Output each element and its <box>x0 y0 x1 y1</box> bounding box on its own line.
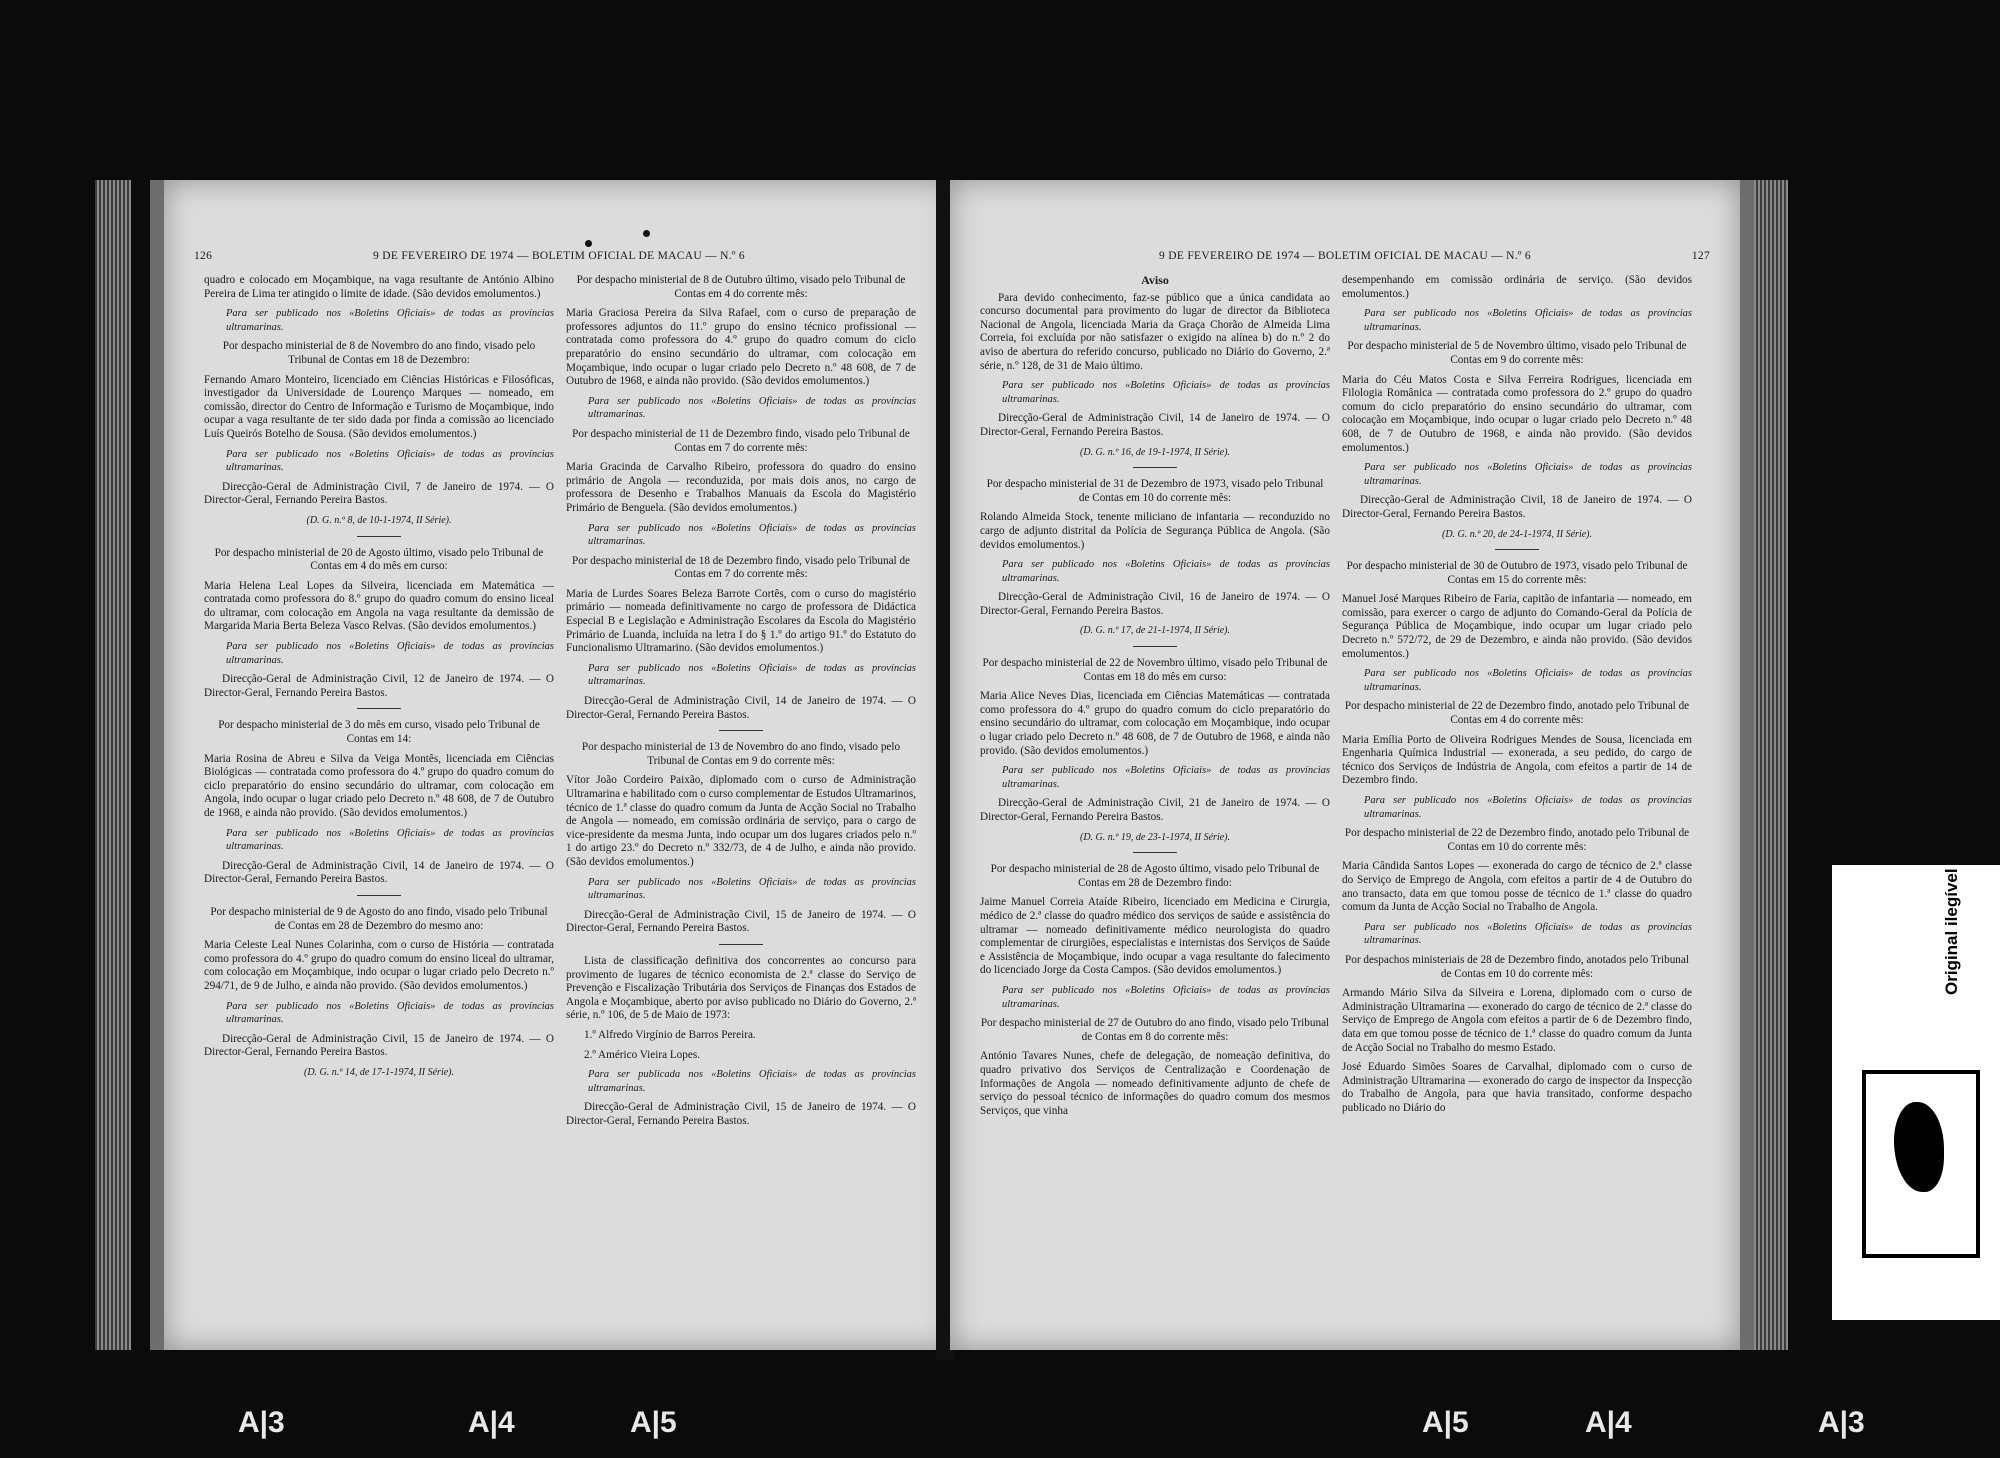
paragraph: Direcção-Geral de Administração Civil, 7 de Janeiro de 1974. — O Director-Geral, Fernando Pereira Bastos. <box>204 480 554 507</box>
paragraph: Maria de Lurdes Soares Beleza Barrote Cortês, com o curso do magistério primário — nomeada definitivamente no cargo de professora de Didáctica Especial B e Legislação e Administração Escolares da Escola do Magistério Primário de Luanda, incluída na letra I do § 1.º do artigo 91.º do Estatuto do Funcionalismo Ultramarino. (São devidos emolumentos.) <box>566 587 916 655</box>
gazette-reference: (D. G. n.º 17, de 21-1-1974, II Série). <box>1079 625 1230 637</box>
gazette-reference: (D. G. n.º 14, de 17-1-1974, II Série). <box>303 1066 454 1078</box>
paragraph: Para devido conhecimento, faz-se público que a única candidata ao concurso documental para provimento do lugar de director da Biblioteca Nacional de Angola, licenciada Maria da Graça Chorão de Almeida Lima Correia, foi excluída por não satisfazer o exigido na alínea b) do n.º 2 do aviso de abertura do referido concurso, publicado no Diário do Governo, 2.ª série, n.º 128, de 31 de Maio último. <box>980 291 1330 372</box>
paragraph: Direcção-Geral de Administração Civil, 14 de Janeiro de 1974. — O Director-Geral, Fernando Pereira Bastos. <box>566 695 916 721</box>
publication-note: Para ser publicado nos «Boletins Oficiais» de todas as províncias ultramarinas. <box>1002 559 1330 584</box>
paragraph: Direcção-Geral de Administração Civil, 15 de Janeiro de 1974. — O Director-Geral, Fernando Pereira Bastos. <box>204 1032 554 1059</box>
section-divider <box>357 536 401 537</box>
paragraph: Maria do Céu Matos Costa e Silva Ferreira Rodrigues, licenciada em Filologia Românica — contratada como professora do 2.º grupo do quadro comum do ciclo preparatório do ensino secundário do ultramar, com colocação em Moçambique, indo ocupar o lugar criado pelo Decreto n.º 48 608, de 7 de Outubro de 1968, e ainda não provido. (São devidos emolumentos.) <box>1342 373 1692 454</box>
dispatch-heading: Por despacho ministerial de 22 de Dezembro findo, anotado pelo Tribunal de Contas em 4 do corrente mês: <box>1344 700 1690 727</box>
dispatch-heading: Por despacho ministerial de 31 de Dezembro de 1973, visado pelo Tribunal de Contas em 10 do corrente mês: <box>986 478 1324 504</box>
dispatch-heading: Por despacho ministerial de 28 de Agosto último, visado pelo Tribunal de Contas em 28 de Dezembro findo: <box>990 863 1320 889</box>
paragraph: Lista de classificação definitiva dos concorrentes ao concurso para provimento de lugares de técnico economista de 2.ª classe do Serviço de Prevenção e Fiscalização Tributária dos Serviços de Finanças dos Estados de Angola e Moçambique, aberto por aviso publicado no Diário do Governo, 2.ª série, n.º 106, de 5 de Maio de 1973: <box>566 954 916 1022</box>
publication-note: Para ser publicado nos «Boletins Oficiais» de todas as províncias ultramarinas. <box>1364 308 1692 333</box>
section-divider <box>1495 549 1539 550</box>
dispatch-heading: Por despacho ministerial de 27 de Outubro do ano findo, visado pelo Tribunal de Contas em 8 do corrente mês: <box>980 1017 1330 1043</box>
frame-label: A|5 <box>630 1406 677 1439</box>
gazette-reference: (D. G. n.º 8, de 10-1-1974, II Série). <box>306 514 452 526</box>
publication-note: Para ser publicado nos «Boletins Oficiais» de todas as províncias ultramarinas. <box>226 308 554 333</box>
right-page <box>950 180 1754 1350</box>
paragraph: Maria Helena Leal Lopes da Silveira, licenciada em Matemática — contratada como professora do 8.º grupo do quadro comum do ensino liceal do ultramar, com colocação em Angola na vaga resultante da demissão de Margarida Maria Berta Beleza Vasco Relvas. (São devidos emolumentos.) <box>204 579 554 633</box>
publication-note: Para ser publicado nos «Boletins Oficiais» de todas as províncias ultramarinas. <box>1002 984 1330 1010</box>
publication-note: Para ser publicado nos «Boletins Oficiais» de todas as províncias ultramarinas. <box>588 395 916 421</box>
section-heading: Aviso <box>1141 273 1169 287</box>
dispatch-heading: Por despacho ministerial de 30 de Outubro de 1973, visado pelo Tribunal de Contas em 15 do corrente mês: <box>1346 560 1688 586</box>
dispatch-heading: Por despacho ministerial de 22 de Novembro último, visado pelo Tribunal de Contas em 18 do mês em curso: <box>982 657 1328 683</box>
gazette-reference: (D. G. n.º 20, de 24-1-1974, II Série). <box>1441 528 1592 540</box>
publication-note: Para ser publicado nos «Boletins Oficiais» de todas as províncias ultramarinas. <box>226 448 554 474</box>
paragraph: Maria Rosina de Abreu e Silva da Veiga Montês, licenciada em Ciências Biológicas — contratada como professora do 4.º grupo do quadro comum do ciclo preparatório do ensino secundário do ultramar, com colocação em Angola, indo ocupar o lugar criado pelo Decreto n.º 48 608, de 7 de Outubro de 1968, e ainda não provido. (São devidos emolumentos.) <box>204 752 554 819</box>
left-column-1 <box>204 274 554 1086</box>
dispatch-heading: Por despacho ministerial de 8 de Outubro último, visado pelo Tribunal de Contas em 4 do corrente mês: <box>576 274 906 300</box>
publication-note: Para ser publicada nos «Boletins Oficiais» de todas as províncias ultramarinas. <box>588 1069 916 1094</box>
section-divider <box>1133 852 1177 853</box>
publication-note: Para ser publicado nos «Boletins Oficiais» de todas as províncias ultramarinas. <box>226 827 554 853</box>
page-number: 127 <box>1691 250 1710 262</box>
paragraph: Direcção-Geral de Administração Civil, 16 de Janeiro de 1974. — O Director-Geral, Fernando Pereira Bastos. <box>980 591 1330 617</box>
publication-note: Para ser publicado nos «Boletins Oficiais» de todas as províncias ultramarinas. <box>588 662 916 688</box>
dispatch-heading: Por despacho ministerial de 5 de Novembro último, visado pelo Tribunal de Contas em 9 do corrente mês: <box>1347 340 1687 366</box>
publication-note: Para ser publicado nos «Boletins Oficiais» de todas as províncias ultramarinas. <box>1364 668 1692 693</box>
paragraph: Manuel José Marques Ribeiro de Faria, capitão de infantaria — nomeado, em comissão, para exercer o cargo de adjunto do Comando-Geral da Polícia de Segurança Pública de Moçambique, indo ocupar um lugar criado pelo Decreto n.º 572/72, de 29 de Dezembro, e ainda não provido. (São devidos emolumentos.) <box>1342 593 1692 660</box>
paragraph: Direcção-Geral de Administração Civil, 15 de Janeiro de 1974. — O Director-Geral, Fernando Pereira Bastos. <box>566 1101 916 1127</box>
right-column-1 <box>980 274 1330 1124</box>
ink-dot <box>585 240 592 247</box>
right-column-2 <box>1342 274 1692 1121</box>
gazette-reference: (D. G. n.º 16, de 19-1-1974, II Série). <box>1079 446 1230 458</box>
frame-label: A|3 <box>1818 1406 1865 1439</box>
illegible-stamp <box>1832 865 2000 1320</box>
dispatch-heading: Por despacho ministerial de 18 de Dezembro findo, visado pelo Tribunal de Contas em 7 do corrente mês: <box>571 554 911 581</box>
paragraph: Direcção-Geral de Administração Civil, 15 de Janeiro de 1974. — O Director-Geral, Fernando Pereira Bastos. <box>566 908 916 935</box>
publication-note: Para ser publicado nos «Boletins Oficiais» de todas as províncias ultramarinas. <box>588 522 916 548</box>
paragraph: António Tavares Nunes, chefe de delegação, de nomeação definitiva, do quadro privativo dos Serviços de Centralização e Coordenação de Informações de Angola — nomeado definitivamente adjunto de chefe de serviço do pessoal técnico de informações do quadro comum dos mesmos Serviços, que vinha <box>980 1050 1330 1117</box>
section-divider <box>1133 646 1177 647</box>
illegible-symbol-box <box>1862 1070 1980 1258</box>
frame-label: A|4 <box>1585 1406 1632 1439</box>
dispatch-heading: Por despacho ministerial de 3 do mês em curso, visado pelo Tribunal de Contas em 14: <box>218 719 540 746</box>
paragraph: Vítor João Cordeiro Paixão, diplomado com o curso de Administração Ultramarina e habilitado com o curso complementar de Estudos Ultramarinos, técnico de 1.ª classe do quadro comum da Junta de Acção Social no Trabalho de Angola — nomeado, em comissão ordinária de serviço, para o cargo de vice-presidente da mesma Junta, indo ocupar um dos lugares criados pelo n.º 1 do artigo 23.º do Decreto n.º 332/73, de 4 de Julho, e ainda não provido. (São devidos emolumentos.) <box>566 774 916 868</box>
dispatch-heading: Por despacho ministerial de 9 de Agosto do ano findo, visado pelo Tribunal de Contas em 28 de Dezembro do mesmo ano: <box>210 905 548 932</box>
paragraph: desempenhando em comissão ordinária de serviço. (São devidos emolumentos.) <box>1342 274 1692 300</box>
paragraph: Rolando Almeida Stock, tenente miliciano de infantaria — reconduzido no cargo de adjunto distrital da Polícia de Segurança Pública de Angola. (São devidos emolumentos.) <box>980 511 1330 551</box>
publication-note: Para ser publicado nos «Boletins Oficiais» de todas as províncias ultramarinas. <box>226 1000 554 1026</box>
ink-dot <box>643 230 650 237</box>
publication-note: Para ser publicado nos «Boletins Oficiais» de todas as províncias ultramarinas. <box>1364 921 1692 947</box>
paragraph: Maria Graciosa Pereira da Silva Rafael, com o curso de preparação de professores adjuntos do 11.º grupo do ensino técnico profissional — contratada como professora do 4.º grupo do quadro comum do ciclo preparatório do ensino secundário do ultramar, com colocação em Moçambique, indo ocupar o lugar criado pelo Decreto n.º 48 608, de 7 de Outubro de 1968, e ainda não provido. (São devidos emolumentos.) <box>566 307 916 388</box>
dispatch-heading: Por despachos ministeriais de 28 de Dezembro findo, anotados pelo Tribunal de Contas em 10 do corrente mês: <box>1345 953 1689 980</box>
left-column-2 <box>566 274 916 1134</box>
page-number: 126 <box>194 250 213 262</box>
paragraph: 1.º Alfredo Virgínio de Barros Pereira. <box>584 1028 756 1041</box>
paragraph: Direcção-Geral de Administração Civil, 21 de Janeiro de 1974. — O Director-Geral, Fernando Pereira Bastos. <box>980 797 1330 823</box>
publication-note: Para ser publicado nos «Boletins Oficiais» de todas as províncias ultramarinas. <box>1002 380 1330 405</box>
dispatch-heading: Por despacho ministerial de 11 de Dezembro findo, visado pelo Tribunal de Contas em 7 do corrente mês: <box>572 427 910 454</box>
illegible-label: Original ilegível <box>1942 868 1961 995</box>
paragraph: José Eduardo Simões Soares de Carvalhal, diplomado com o curso de Administração Ultramarina — exonerado do cargo de inspector da Inspecção do Trabalho de Angola, para que havia transitado, conforme despacho publicado no Diário do <box>1342 1061 1692 1114</box>
section-divider <box>719 730 763 731</box>
dispatch-heading: Por despacho ministerial de 22 de Dezembro findo, anotado pelo Tribunal de Contas em 10 do corrente mês: <box>1344 827 1690 853</box>
dispatch-heading: Por despacho ministerial de 20 de Agosto último, visado pelo Tribunal de Contas em 4 do mês em curso: <box>214 546 544 573</box>
paragraph: Armando Mário Silva da Silveira e Lorena, diplomado com o curso de Administração Ultramarina — exonerado do cargo de técnico de 2.ª classe do Serviço de Emprego de Angola com efeitos a partir de 6 de Dezembro findo, data em que tomou posse de técnico de 1.ª classe do quadro comum da Junta de Acção Social no Trabalho do mesmo Estado. <box>1342 987 1692 1054</box>
paragraph: 2.º Américo Vieira Lopes. <box>584 1048 700 1061</box>
section-divider <box>719 944 763 945</box>
paragraph: Maria Emília Porto de Oliveira Rodrigues Mendes de Sousa, licenciada em Engenharia Química Industrial — exonerada, a seu pedido, do cargo de técnico dos Serviços de Indústria de Angola, com efeitos a partir de 14 de Dezembro findo. <box>1342 733 1692 787</box>
section-divider <box>357 708 401 709</box>
left-page <box>150 180 954 1350</box>
dispatch-heading: Por despacho ministerial de 13 de Novembro do ano findo, visado pelo Tribunal de Contas em 9 do corrente mês: <box>581 741 901 767</box>
publication-note: Para ser publicado nos «Boletins Oficiais» de todas as províncias ultramarinas. <box>226 641 554 666</box>
paragraph: Jaime Manuel Correia Ataíde Ribeiro, licenciado em Medicina e Cirurgia, médico de 2.ª classe do quadro médico dos serviços de saúde e assistência do ultramar — nomeado definitivamente médico neurologista do quadro complementar de cirurgiões, especialistas e internistas dos Serviços de Saúde e Assistência de Moçambique, indo ocupar a vaga resultante do falecimento do licenciado Jorge da Costa Campos. (São devidos emolumentos.) <box>980 896 1330 977</box>
paragraph: Fernando Amaro Monteiro, licenciado em Ciências Históricas e Filosóficas, investigador da Universidade de Lourenço Marques — nomeado, em comissão, director do Centro de Informação e Turismo de Moçambique, indo ocupar a vaga resultante de ter sido dada por finda a comissão ao licenciado Luís Queirós Botelho de Sousa. (São devidos emolumentos.) <box>204 373 554 440</box>
paragraph: Maria Celeste Leal Nunes Colarinha, com o curso de História — contratada como professora do 4.º grupo do quadro comum do ensino liceal do ultramar, com colocação em Moçambique, indo ocupar o lugar criado pelo Decreto n.º 294/71, de 9 de Julho, e ainda não provido. (São devidos emolumentos.) <box>204 939 554 992</box>
left-page-edge <box>95 180 131 1350</box>
publication-note: Para ser publicado nos «Boletins Oficiais» de todas as províncias ultramarinas. <box>1364 462 1692 487</box>
right-page-edge <box>1752 180 1788 1350</box>
paragraph: Maria Cândida Santos Lopes — exonerada do cargo de técnico de 2.ª classe do Serviço de Emprego de Angola, com efeitos a partir de 4 de Outubro do ano transacto, data em que tomou posse de técnico de 1.ª classe do quadro comum da Junta de Acção Social no Trabalho de Angola. <box>1342 860 1692 914</box>
paragraph: quadro e colocado em Moçambique, na vaga resultante de António Albino Pereira de Lima ter atingido o limite de idade. (São devidos emolumentos.) <box>204 274 554 300</box>
publication-note: Para ser publicado nos «Boletins Oficiais» de todas as províncias ultramarinas. <box>1002 765 1330 790</box>
running-header: 9 DE FEVEREIRO DE 1974 — BOLETIM OFICIAL DE MACAU — N.º 6 <box>373 250 745 262</box>
paragraph: Maria Gracinda de Carvalho Ribeiro, professora do quadro do ensino primário de Angola — reconduzida, por mais dois anos, no cargo de professora de Desenho e Trabalhos Manuais da Escola do Magistério Primário de Benguela. (São devidos emolumentos.) <box>566 461 916 514</box>
ink-blot-icon <box>1894 1102 1944 1192</box>
publication-note: Para ser publicado nos «Boletins Oficiais» de todas as províncias ultramarinas. <box>588 876 916 902</box>
paragraph: Maria Alice Neves Dias, licenciada em Ciências Matemáticas — contratada como professora do 4.º grupo do quadro comum do ciclo preparatório do ensino secundário do ultramar, com colocação em Moçambique, indo ocupar o lugar criado pelo Decreto n.º 48 608, de 7 de Outubro de 1968, e ainda não provido. (São devidos emolumentos.) <box>980 690 1330 757</box>
running-header: 9 DE FEVEREIRO DE 1974 — BOLETIM OFICIAL DE MACAU — N.º 6 <box>1159 250 1531 262</box>
frame-label: A|4 <box>468 1406 515 1439</box>
section-divider <box>357 895 401 896</box>
paragraph: Direcção-Geral de Administração Civil, 14 de Janeiro de 1974. — O Director-Geral, Fernando Pereira Bastos. <box>204 859 554 886</box>
dispatch-heading: Por despacho ministerial de 8 de Novembro do ano findo, visado pelo Tribunal de Contas em 18 de Dezembro: <box>222 340 536 366</box>
frame-label: A|3 <box>238 1406 285 1439</box>
paragraph: Direcção-Geral de Administração Civil, 12 de Janeiro de 1974. — O Director-Geral, Fernando Pereira Bastos. <box>204 673 554 699</box>
gazette-reference: (D. G. n.º 19, de 23-1-1974, II Série). <box>1079 831 1230 843</box>
section-divider <box>1133 467 1177 468</box>
paragraph: Direcção-Geral de Administração Civil, 14 de Janeiro de 1974. — O Director-Geral, Fernando Pereira Bastos. <box>980 412 1330 438</box>
paragraph: Direcção-Geral de Administração Civil, 18 de Janeiro de 1974. — O Director-Geral, Fernando Pereira Bastos. <box>1342 494 1692 520</box>
publication-note: Para ser publicado nos «Boletins Oficiais» de todas as províncias ultramarinas. <box>1364 795 1692 820</box>
frame-label: A|5 <box>1422 1406 1469 1439</box>
